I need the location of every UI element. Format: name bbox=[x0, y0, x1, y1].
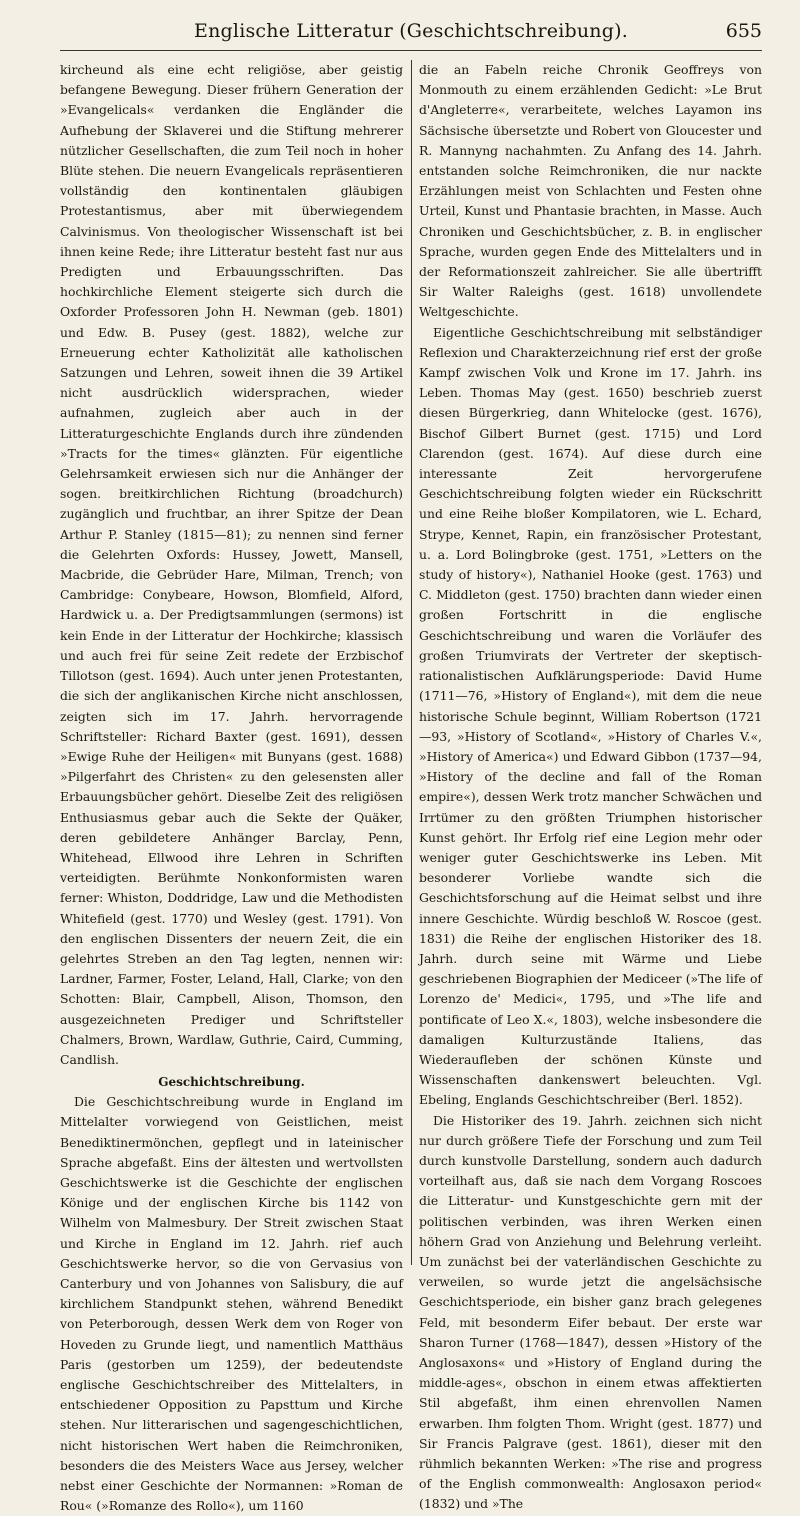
paragraph: Die Historiker des 19. Jahrh. zeichnen sich nicht nur durch größere Tiefe der Forschung und zum Teil durch kunstvolle Darstellung, sondern auch dadurch vorteilhaft aus, daß sie nach dem Vorgang Roscoes die Litteratur- und Kunstgeschichte gern mit der politischen verbinden, was ihren Werken einen höhern Grad von Anziehung und Belehrung verleiht. Um zunächst bei der vaterländischen Geschichte zu verweilen, so wurde jetzt die angelsächsische Geschichtsperiode, ein bisher ganz brach gelegenes Feld, mit besonderm Eifer bebaut. Der erste war Sharon Turner (1768—1847), dessen »History of the Anglosaxons« und »History of England during the middle-ages«, obschon in einem etwas affektierten Stil abgefaßt, ihm einen ehrenvollen Namen erwarben. Ihm folgten Thom. Wright (gest. 1877) und Sir Francis Palgrave (gest. 1861), dieser mit den rühmlich bekannten Werken: »The rise and progress of the English commonwealth: Anglosaxon period« (1832) und »The bbox=[419, 1112, 762, 1512]
paragraph: die an Fabeln reiche Chronik Geoffreys von Monmouth zu einem erzählenden Gedicht: »Le Brut d'Angleterre«, verarbeitete, welches Layamon ins Sächsische übersetzte und Robert von Gloucester und R. Mannyng nachahmten. Zu Anfang des 14. Jahrh. entstanden solche Reimchroniken, die nur nackte Erzählungen meist von Schlachten und Festen ohne Urteil, Kunst und Phantasie brachten, in Masse. Auch Chroniken und Geschichtsbücher, z. B. in englischer Sprache, wurden gegen Ende des Mittelalters und in der Reformationszeit zahlreicher. Sie alle übertrifft Sir Walter Raleighs (gest. 1618) unvollendete Weltgeschichte. bbox=[419, 62, 762, 320]
paragraph: kircheund als eine echt religiöse, aber geistig befangene Bewegung. Dieser frühern Generation der »Evangelicals« verdanken die Engländer die Aufhebung der Sklaverei und die Stiftung mehrerer nützlicher Gesellschaften, die zum Teil noch in hoher Blüte stehen. Die neuern Evangelicals repräsentieren vollständig den kontinentalen gläubigen Protestantismus, aber mit überwiegendem Calvinismus. Von theologischer Wissenschaft ist bei ihnen keine Rede; ihre Litteratur besteht fast nur aus Predigten und Erbauungsschriften. Das hochkirchliche Element steigerte sich durch die Oxforder Professoren John H. Newman (geb. 1801) und Edw. B. Pusey (gest. 1882), welche zur Erneuerung echter Katholizität alle katholischen Satzungen und Lehren, soweit ihnen die 39 Artikel nicht ausdrücklich widersprachen, wieder aufnahmen, zugleich aber auch in der Litteraturgeschichte Englands durch ihre zündenden »Tracts for the times« glänzten. Für eigentliche Gelehrsamkeit erwiesen sich nur die Anhänger der sogen. breitkirchlichen Richtung (broadchurch) zugänglich und fruchtbar, an ihrer Spitze der Dean Arthur P. Stanley (1815—81); zu nennen sind ferner die Gelehrten Oxfords: Hussey, Jowett, Mansell, Macbride, die Gebrüder Hare, Milman, Trench; von Cambridge: Conybeare, Howson, Blomfield, Alford, Hardwick u. a. Der Predigtsammlungen (sermons) ist kein Ende in der Litteratur der Hochkirche; klassisch und auch frei für seine Zeit redete der Erzbischof Tillotson (gest. 1694). Auch unter jenen Protestanten, die sich der anglikanischen Kirche nicht anschlossen, zeigten sich im 17. Jahrh. hervorragende Schriftsteller: Richard Baxter (gest. 1691), dessen »Ewige Ruhe der Heiligen« mit Bunyans (gest. 1688) »Pilgerfahrt des Christen« zu den gelesensten aller Erbauungsbücher gehört. Dieselbe Zeit des religiösen Enthusiasmus gebar auch die Sekte der Quäker, deren gebildetere Anhänger Barclay, Penn, Whitehead, Ellwood ihre Lehren in Schriften verteidigten. Berühmte Nonkonformisten waren ferner: Whiston, Doddridge, Law und die Methodisten Whitefield (gest. 1770) und Wesley (gest. 1791). Von den englischen Dissenters der neuern Zeit, die ein gelehrtes Streben an den Tag legten, nennen wir: Lardner, Farmer, Foster, Leland, Hall, Clarke; von den Schotten: Blair, Campbell, Alison, Thomson, den ausgezeichneten Prediger und Schriftsteller Chalmers, Brown, Wardlaw, Guthrie, Caird, Cumming, Candlish. bbox=[60, 62, 403, 1067]
left-column bbox=[60, 60, 403, 1514]
section-heading: Geschichtschreibung. bbox=[158, 1075, 305, 1090]
page-number: 655 bbox=[725, 20, 762, 42]
running-title: Englische Litteratur (Geschichtschreibung). bbox=[194, 20, 628, 42]
page-header bbox=[60, 14, 762, 51]
text-columns bbox=[60, 60, 762, 1514]
paragraph: Eigentliche Geschichtschreibung mit selbständiger Reflexion und Charakterzeichnung rief erst der große Kampf zwischen Volk und Krone im 17. Jahrh. ins Leben. Thomas May (gest. 1650) beschrieb zuerst diesen Bürgerkrieg, dann Whitelocke (gest. 1676), Bischof Gilbert Burnet (gest. 1715) und Lord Clarendon (gest. 1674). Auf diese durch eine interessante Zeit hervorgerufene Geschichtschreibung folgten wieder ein Rückschritt und eine Reihe bloßer Kompilatoren, wie L. Echard, Strype, Kennet, Rapin, ein französischer Protestant, u. a. Lord Bolingbroke (gest. 1751, »Letters on the study of history«), Nathaniel Hooke (gest. 1763) und C. Middleton (gest. 1750) brachten dann wieder einen großen Fortschritt in die englische Geschichtschreibung und waren die Vorläufer des großen Triumvirats der Vertreter der skeptisch-rationalistischen Aufklärungsperiode: David Hume (1711—76, »History of England«), mit dem die neue historische Schule beginnt, William Robertson (1721—93, »History of Scotland«, »History of Charles V.«, »History of America«) und Edward Gibbon (1737—94, »History of the decline and fall of the Roman empire«), dessen Werk trotz mancher Schwächen und Irrtümer zu den größten Triumphen historischer Kunst gehört. Ihr Erfolg rief eine Legion mehr oder weniger guter Geschichtswerke ins Leben. Mit besonderer Vorliebe wandte sich die Geschichtsforschung auf die Heimat selbst und ihre innere Geschichte. Würdig beschloß W. Roscoe (gest. 1831) die Reihe der englischen Historiker des 18. Jahrh. durch seine mit Wärme und Liebe geschriebenen Biographien der Mediceer (»The life of Lorenzo de' Medici«, 1795, und »The life and pontificate of Leo X.«, 1803), welche insbesondere die damaligen Kulturzustände Italiens, das Wiederaufleben der schönen Künste und Wissenschaften dankenswert beleuchten. Vgl. Ebeling, Englands Geschichtschreiber (Berl. 1852). bbox=[419, 324, 762, 1108]
paragraph: Die Geschichtschreibung wurde in England im Mittelalter vorwiegend von Geistlichen, meist Benediktinermönchen, gepflegt und in lateinischer Sprache abgefaßt. Eins der ältesten und wertvollsten Geschichtswerke ist die Geschichte der englischen Könige und der englischen Kirche bis 1142 von Wilhelm von Malmesbury. Der Streit zwischen Staat und Kirche in England im 12. Jahrh. rief auch Geschichtswerke hervor, so die von Gervasius von Canterbury und von Johannes von Salisbury, die auf kirchlichem Standpunkt stehen, während Benedikt von Peterborough, dessen Werk dem von Roger von Hoveden zu Grunde liegt, und namentlich Matthäus Paris (gestorben um 1259), der bedeutendste englische Geschichtschreiber des Mittelalters, in entschiedener Opposition zu Papsttum und Kirche stehen. Nur litterarischen und sagengeschichtlichen, nicht historischen Wert haben die Reimchroniken, besonders die des Meisters Wace aus Jersey, welcher nebst einer Geschichte der Normannen: »Roman de Rou« (»Romanze des Rollo«), um 1160 bbox=[60, 1094, 403, 1514]
column-divider bbox=[411, 60, 412, 1265]
right-column bbox=[419, 60, 762, 1512]
